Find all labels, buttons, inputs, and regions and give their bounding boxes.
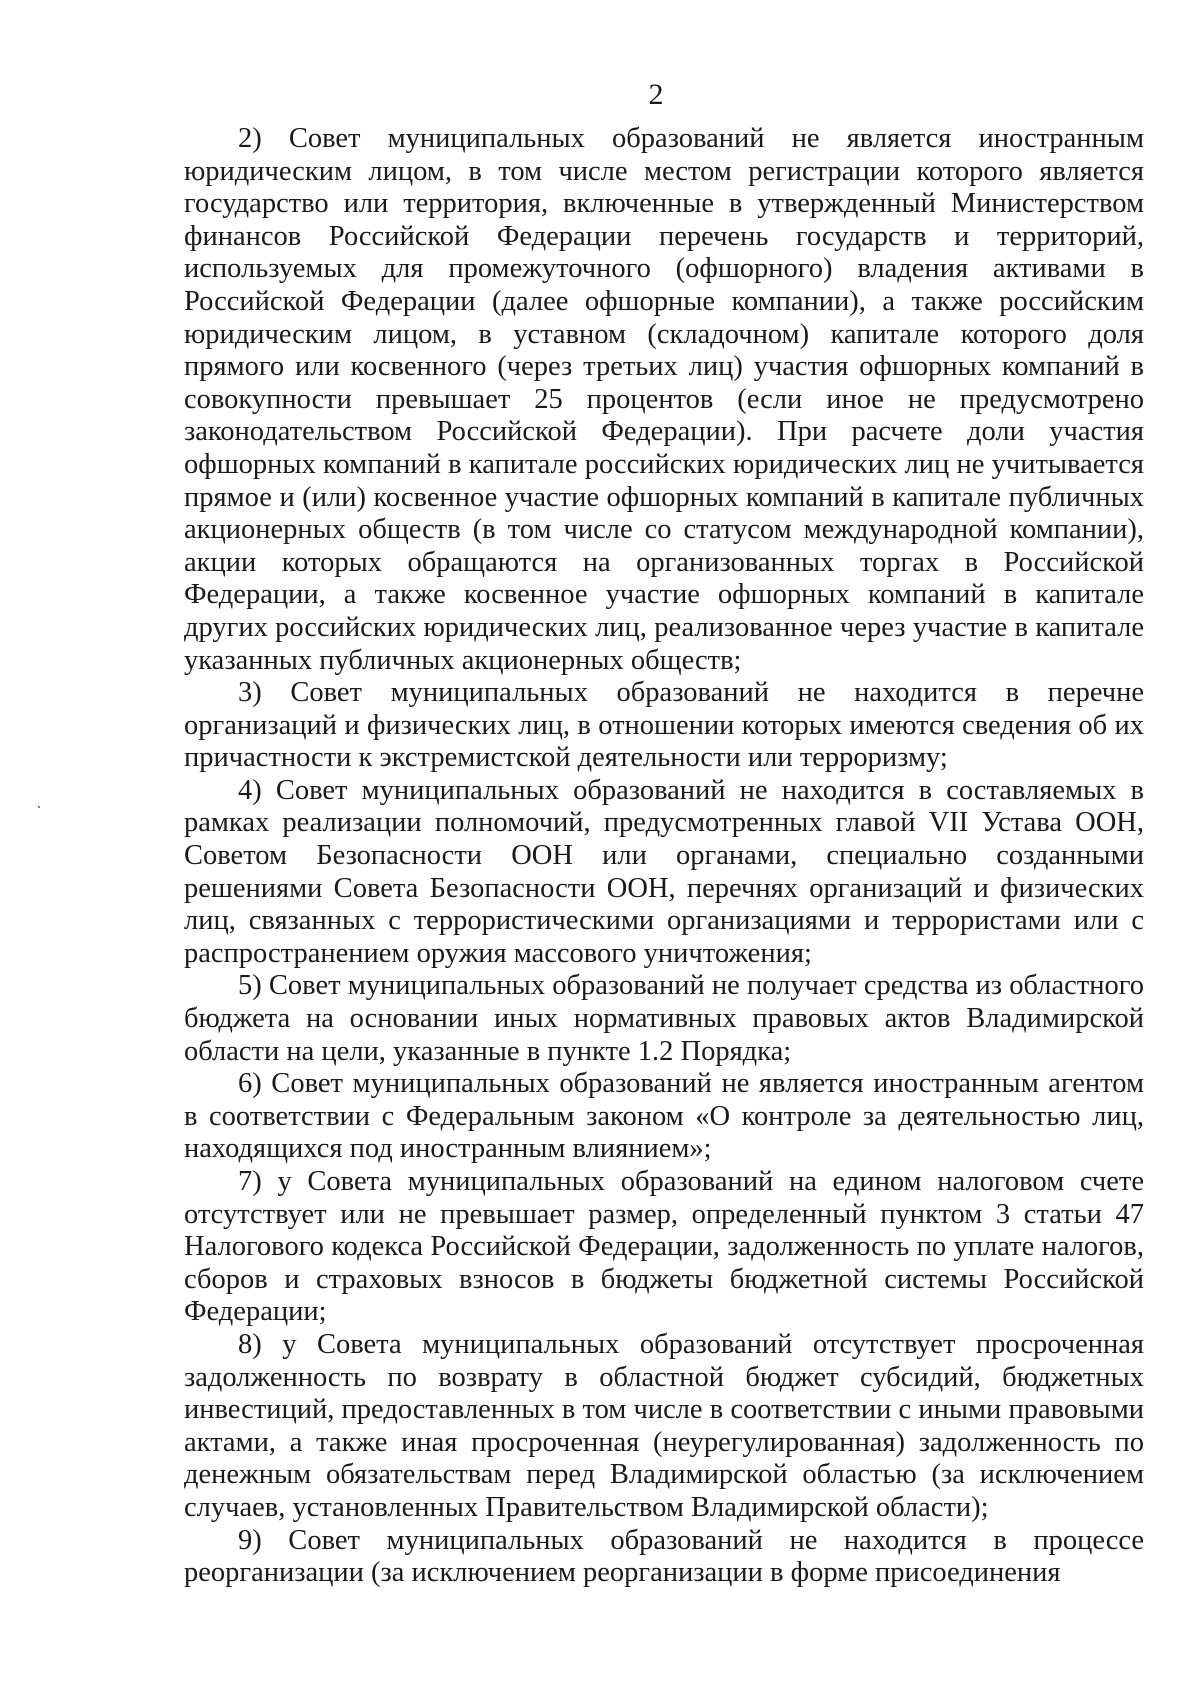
paragraph-item-9: 9) Совет муниципальных образований не находится в процессе реорганизации (за исключением реорганизации в форме присоединения	[184, 1524, 1144, 1589]
paragraph-item-3: 3) Совет муниципальных образований не находится в перечне организаций и физических лиц, в отношении которых имеются сведения об их причастности к экстремистской деятельности или терроризму;	[184, 677, 1144, 774]
paragraph-item-4: 4) Совет муниципальных образований не находится в составляемых в рамках реализации полномочий, предусмотренных главой VII Устава ООН, Советом Безопасности ООН или органами, специально созданными решениями Совета Безопасности ООН, перечнях организаций и физических лиц, связанных с террористическими организациями и террористами или с распространением оружия массового уничтожения;	[184, 774, 1144, 969]
scan-speck	[38, 806, 40, 808]
document-body	[184, 123, 1144, 1590]
page-number: 2	[648, 78, 664, 111]
paragraph-item-7: 7) у Совета муниципальных образований на едином налоговом счете отсутствует или не превышает размер, определенный пунктом 3 статьи 47 Налогового кодекса Российской Федерации, задолженность по уплате налогов, сборов и страховых взносов в бюджеты бюджетной системы Российской Федерации;	[184, 1166, 1144, 1328]
paragraph-item-6: 6) Совет муниципальных образований не является иностранным агентом в соответствии с Федеральным законом «О контроле за деятельностью лиц, находящихся под иностранным влиянием»;	[184, 1068, 1144, 1165]
paragraph-item-8: 8) у Совета муниципальных образований отсутствует просроченная задолженность по возврату в областной бюджет субсидий, бюджетных инвестиций, предоставленных в том числе в соответствии с иными правовыми актами, а также иная просроченная (неурегулированная) задолженность по денежным обязательствам перед Владимирской областью (за исключением случаев, установленных Правительством Владимирской области);	[184, 1328, 1144, 1523]
paragraph-item-2: 2) Совет муниципальных образований не является иностранным юридическим лицом, в том числе местом регистрации которого является государство или территория, включенные в утвержденный Министерством финансов Российской Федерации перечень государств и территорий, используемых для промежуточного (офшорного) владения активами в Российской Федерации (далее офшорные компании), а также российским юридическим лицом, в уставном (складочном) капитале которого доля прямого или косвенного (через третьих лиц) участия офшорных компаний в совокупности превышает 25 процентов (если иное не предусмотрено законодательством Российской Федерации). При расчете доли участия офшорных компаний в капитале российских юридических лиц не учитывается прямое и (или) косвенное участие офшорных компаний в капитале публичных акционерных обществ (в том числе со статусом международной компании), акции которых обращаются на организованных торгах в Российской Федерации, а также косвенное участие офшорных компаний в капитале других российских юридических лиц, реализованное через участие в капитале указанных публичных акционерных обществ;	[184, 123, 1144, 676]
paragraph-item-5: 5) Совет муниципальных образований не получает средства из областного бюджета на основании иных нормативных правовых актов Владимирской области на цели, указанные в пункте 1.2 Порядка;	[184, 970, 1144, 1067]
